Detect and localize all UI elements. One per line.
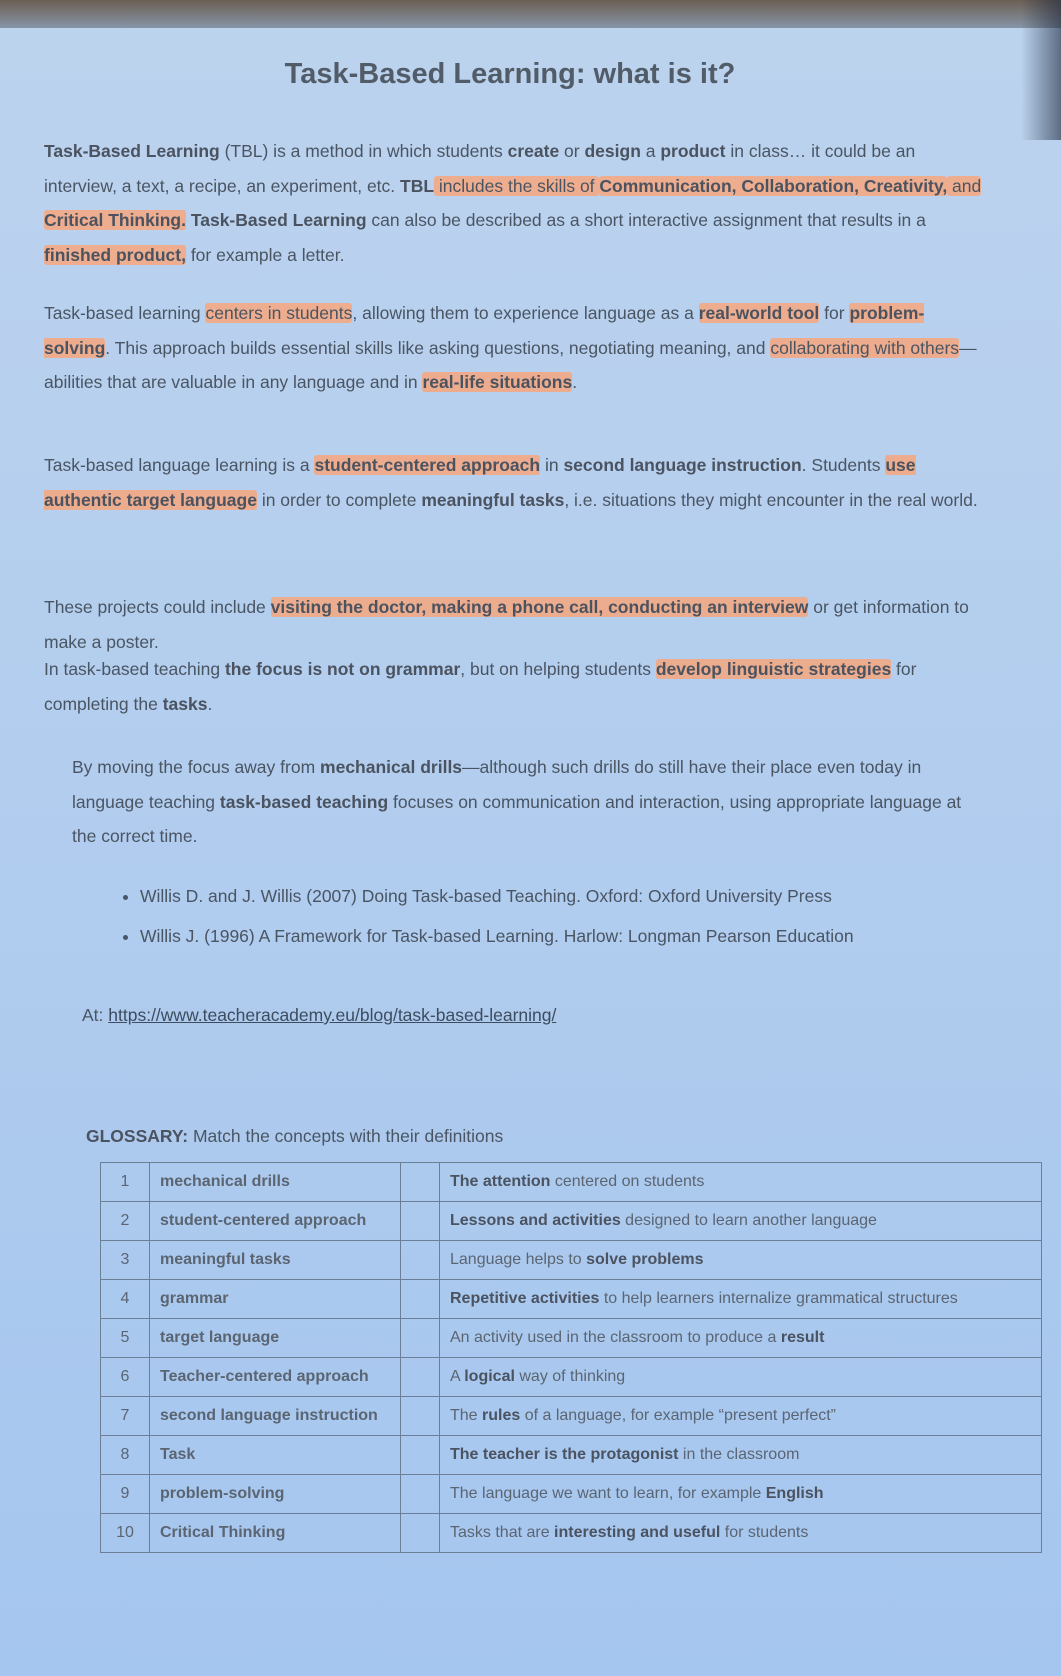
highlighted-bold-text: Communication, Collaboration, Creativity, bbox=[599, 175, 948, 196]
concept-cell: Critical Thinking bbox=[150, 1514, 401, 1553]
text-bold: the focus is not on grammar bbox=[224, 659, 461, 679]
row-number: 2 bbox=[101, 1202, 150, 1241]
text-bold: mechanical drills bbox=[320, 757, 463, 777]
text: . bbox=[572, 372, 578, 392]
text: A bbox=[450, 1368, 465, 1385]
answer-cell[interactable] bbox=[401, 1202, 440, 1241]
highlighted-bold-text: develop linguistic strategies bbox=[655, 659, 892, 679]
glossary-instruction: Match the concepts with their definitions bbox=[188, 1126, 504, 1146]
text: . bbox=[207, 693, 213, 714]
text-bold: solve problems bbox=[586, 1251, 704, 1268]
definition-cell bbox=[440, 1319, 1042, 1358]
text-bold: logical bbox=[464, 1368, 515, 1385]
glossary-table bbox=[100, 1162, 1042, 1553]
text: . This approach builds essential skills like asking questions, negotiating meaning, and bbox=[105, 337, 771, 358]
text: way of thinking bbox=[514, 1368, 626, 1385]
text: for students bbox=[720, 1524, 809, 1541]
concept-cell: second language instruction bbox=[150, 1397, 401, 1436]
answer-cell[interactable] bbox=[401, 1475, 440, 1514]
definition-cell bbox=[440, 1436, 1042, 1475]
text: These projects could include bbox=[44, 597, 271, 617]
text: —although such drills do still have their place even today in language teaching bbox=[72, 757, 922, 812]
text: , i.e. situations they might encounter in the real world. bbox=[564, 489, 978, 510]
text-bold: TBL bbox=[400, 175, 435, 196]
text: Tasks that are bbox=[450, 1524, 555, 1541]
table-row bbox=[101, 1280, 1042, 1319]
row-number: 4 bbox=[101, 1280, 150, 1319]
table-row bbox=[101, 1241, 1042, 1280]
concept-cell: student-centered approach bbox=[150, 1202, 401, 1241]
text: a bbox=[640, 141, 661, 161]
text: designed to learn another language bbox=[620, 1212, 877, 1229]
reference-item: • Willis J. (1996) A Framework for Task-based Learning. Harlow: Longman Pearson Education bbox=[140, 916, 1020, 956]
photo-shadow bbox=[1021, 0, 1061, 140]
table-row bbox=[101, 1475, 1042, 1514]
paragraph-mechanical-drills bbox=[72, 750, 990, 854]
paragraph-student-centers bbox=[44, 296, 989, 400]
text: Task-based learning bbox=[44, 303, 206, 323]
highlighted-text: collaborating with others bbox=[770, 337, 960, 358]
table-row bbox=[101, 1163, 1042, 1202]
text: . Students bbox=[801, 455, 886, 475]
references-list bbox=[110, 876, 1020, 956]
text-bold: product bbox=[660, 141, 726, 161]
reference-item: • Willis D. and J. Willis (2007) Doing Task-based Teaching. Oxford: Oxford University Press bbox=[140, 876, 1020, 916]
text: By moving the focus away from bbox=[72, 757, 321, 777]
text: The language we want to learn, for example bbox=[450, 1485, 766, 1502]
definition-cell bbox=[440, 1358, 1042, 1397]
table-row bbox=[101, 1202, 1042, 1241]
text: in the classroom bbox=[678, 1446, 800, 1463]
source-prefix: At: bbox=[82, 1005, 109, 1025]
highlighted-bold-text: real-life situations bbox=[422, 372, 573, 392]
text: of a language, for example “present perfect” bbox=[520, 1407, 836, 1424]
text: Task-based language learning is a bbox=[44, 455, 315, 475]
definition-cell bbox=[440, 1514, 1042, 1553]
text: —abilities that are valuable in any language and in bbox=[44, 337, 977, 392]
table-row bbox=[101, 1397, 1042, 1436]
source-link[interactable]: https://www.teacheracademy.eu/blog/task-based-learning/ bbox=[108, 1005, 557, 1025]
text: for bbox=[819, 303, 850, 323]
row-number: 3 bbox=[101, 1241, 150, 1280]
source-line bbox=[82, 1005, 556, 1026]
row-number: 6 bbox=[101, 1358, 150, 1397]
answer-cell[interactable] bbox=[401, 1397, 440, 1436]
table-row bbox=[101, 1436, 1042, 1475]
concept-cell: target language bbox=[150, 1319, 401, 1358]
row-number: 10 bbox=[101, 1514, 150, 1553]
definition-cell bbox=[440, 1163, 1042, 1202]
text: , allowing them to experience language as a bbox=[352, 303, 699, 323]
text: for completing the bbox=[44, 659, 917, 714]
definition-cell bbox=[440, 1202, 1042, 1241]
highlighted-bold-text: real-world tool bbox=[698, 303, 820, 323]
text-bold: interesting and useful bbox=[554, 1524, 721, 1541]
text-bold: The teacher is the protagonist bbox=[450, 1446, 679, 1463]
text: can also be described as a short interactive assignment that results in a bbox=[366, 210, 926, 230]
definition-cell bbox=[440, 1241, 1042, 1280]
concept-cell: problem-solving bbox=[150, 1475, 401, 1514]
text: The bbox=[450, 1407, 483, 1424]
highlighted-bold-text: visiting the doctor, making a phone call, conducting an interview bbox=[270, 597, 809, 617]
highlighted-text: includes the skills of bbox=[434, 175, 600, 196]
highlighted-text: and bbox=[947, 175, 982, 196]
highlighted-bold-text: problem-solving bbox=[44, 303, 925, 358]
concept-cell: Task bbox=[150, 1436, 401, 1475]
text-bold: English bbox=[765, 1485, 824, 1502]
text: or get information to make a poster. bbox=[44, 597, 969, 652]
highlighted-bold-text: student-centered approach bbox=[314, 455, 541, 475]
table-row bbox=[101, 1514, 1042, 1553]
text-bold: Repetitive activities bbox=[450, 1290, 600, 1307]
page-title: Task-Based Learning: what is it? bbox=[284, 58, 736, 90]
text: in order to complete bbox=[256, 489, 422, 510]
answer-cell[interactable] bbox=[401, 1163, 440, 1202]
row-number: 8 bbox=[101, 1436, 150, 1475]
definition-cell bbox=[440, 1280, 1042, 1319]
table-row bbox=[101, 1358, 1042, 1397]
paragraph-projects bbox=[44, 590, 989, 659]
answer-cell[interactable] bbox=[401, 1358, 440, 1397]
text: focuses on communication and interaction, using appropriate language at the correct time. bbox=[72, 791, 962, 846]
text-bold: tasks bbox=[162, 693, 208, 714]
text: (TBL) is a method in which students bbox=[219, 141, 508, 161]
text-bold: meaningful tasks bbox=[421, 489, 565, 510]
paragraph-student-centered-approach bbox=[44, 448, 989, 517]
text-bold: task-based teaching bbox=[219, 791, 389, 812]
concept-cell: Teacher-centered approach bbox=[150, 1358, 401, 1397]
text-bold: design bbox=[584, 141, 641, 161]
text-bold: result bbox=[780, 1329, 825, 1346]
highlighted-text: centers in students bbox=[205, 303, 353, 323]
highlighted-bold-text: use authentic target language bbox=[44, 455, 916, 510]
definition-cell bbox=[440, 1397, 1042, 1436]
text-bold: rules bbox=[482, 1407, 521, 1424]
glossary-heading bbox=[86, 1126, 503, 1147]
row-number: 5 bbox=[101, 1319, 150, 1358]
paragraph-tbl-definition bbox=[44, 134, 989, 272]
text: An activity used in the classroom to produce a bbox=[450, 1329, 781, 1346]
text-bold: Task-Based Learning bbox=[190, 210, 367, 230]
table-row bbox=[101, 1319, 1042, 1358]
text-bold: Task-Based Learning bbox=[44, 141, 220, 161]
concept-cell: grammar bbox=[150, 1280, 401, 1319]
text-bold: Lessons and activities bbox=[450, 1212, 621, 1229]
answer-cell[interactable] bbox=[401, 1319, 440, 1358]
concept-cell: mechanical drills bbox=[150, 1163, 401, 1202]
text: centered on students bbox=[550, 1173, 705, 1190]
text: for example a letter. bbox=[185, 244, 345, 265]
answer-cell[interactable] bbox=[401, 1280, 440, 1319]
text-bold: create bbox=[507, 141, 560, 161]
answer-cell[interactable] bbox=[401, 1436, 440, 1475]
highlighted-bold-text: Critical Thinking. bbox=[44, 210, 186, 230]
answer-cell[interactable] bbox=[401, 1514, 440, 1553]
text: in bbox=[540, 455, 564, 475]
text: In task-based teaching bbox=[44, 659, 225, 679]
row-number: 7 bbox=[101, 1397, 150, 1436]
glossary-label: GLOSSARY: bbox=[86, 1126, 189, 1146]
text-bold: The attention bbox=[450, 1173, 551, 1190]
text: or bbox=[559, 141, 585, 161]
text-bold: second language instruction bbox=[563, 455, 802, 475]
row-number: 1 bbox=[101, 1163, 150, 1202]
answer-cell[interactable] bbox=[401, 1241, 440, 1280]
paragraph-focus bbox=[44, 652, 989, 721]
row-number: 9 bbox=[101, 1475, 150, 1514]
definition-cell bbox=[440, 1475, 1042, 1514]
text: Language helps to bbox=[450, 1251, 587, 1268]
concept-cell: meaningful tasks bbox=[150, 1241, 401, 1280]
text: to help learners internalize grammatical structures bbox=[599, 1290, 958, 1307]
text: in class… it could be an interview, a text, a recipe, an experiment, etc. bbox=[44, 141, 916, 196]
highlighted-bold-text: finished product, bbox=[44, 244, 186, 265]
text: , but on helping students bbox=[460, 659, 656, 679]
